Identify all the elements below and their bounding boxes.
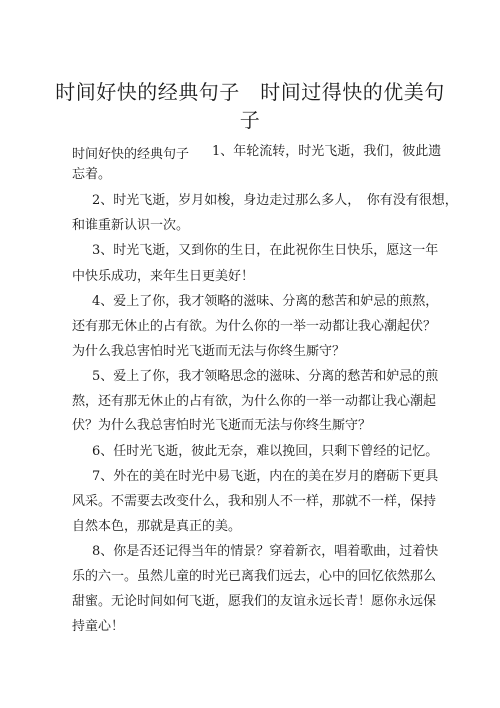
paragraph-line: 和谁重新认识一次。 [72,218,190,233]
paragraph-line: 还有那无休止的占有欲。为什么你的一举一动都让我心潮起伏？ [72,319,437,334]
paragraph-line: 自然本色，那就是真正的美。 [72,519,242,534]
subheading: 时间好快的经典句子 [72,147,190,162]
paragraph-line: 5、爱上了你，我才领略思念的滋味、分离的愁苦和妒忌的煎 [92,369,439,384]
paragraph-line: 伏？为什么我总害怕时光飞逝而无法与你终生厮守？ [72,418,372,433]
paragraph-line: 乐的六一。虽然儿童的时光已离我们远去，心中的回忆依然那么 [72,569,437,584]
paragraph-line: 忘着。 [72,167,112,182]
paragraph-line: 为什么我总害怕时光飞逝而无法与你终生厮守？ [72,344,346,359]
paragraph-line: 风采。不需要去改变什么，我和别人不一样，那就不一样，保持 [72,494,437,509]
paragraph-line: 中快乐成功，来年生日更美好！ [72,269,255,284]
paragraph-line: 甜蜜。无论时间如何飞逝，愿我们的友谊永远长青！愿你永远保 [72,594,437,609]
paragraph-line: 6、任时光飞逝，彼此无奈，难以挽回，只剩下曾经的记忆。 [92,444,439,459]
paragraph-line: 8、你是否还记得当年的情景？穿着新衣，唱着歌曲，过着快 [92,544,439,559]
paragraph-line: 3、时光飞逝，又到你的生日，在此祝你生日快乐，愿这一年 [92,243,439,258]
paragraph-line: 7、外在的美在时光中易飞逝，内在的美在岁月的磨砺下更具 [92,469,439,484]
document-title [40,78,460,134]
paragraph-line: 熬，还有那无休止的占有欲，为什么你的一举一动都让我心潮起 [72,394,437,409]
title-line-2: 子 [239,108,261,132]
paragraph-line: 持童心！ [72,619,125,634]
paragraph-line: 2、时光飞逝，岁月如梭，身边走过那么多人， 你有没有很想， [92,193,458,208]
title-line-1: 时间好快的经典句子 时间过得快的优美句 [55,80,445,104]
paragraph-line: 1、年轮流转，时光飞逝，我们，彼此遗 [212,144,442,159]
paragraph-line: 4、爱上了你，我才领略的滋味、分离的愁苦和妒忌的煎熬， [92,294,439,309]
